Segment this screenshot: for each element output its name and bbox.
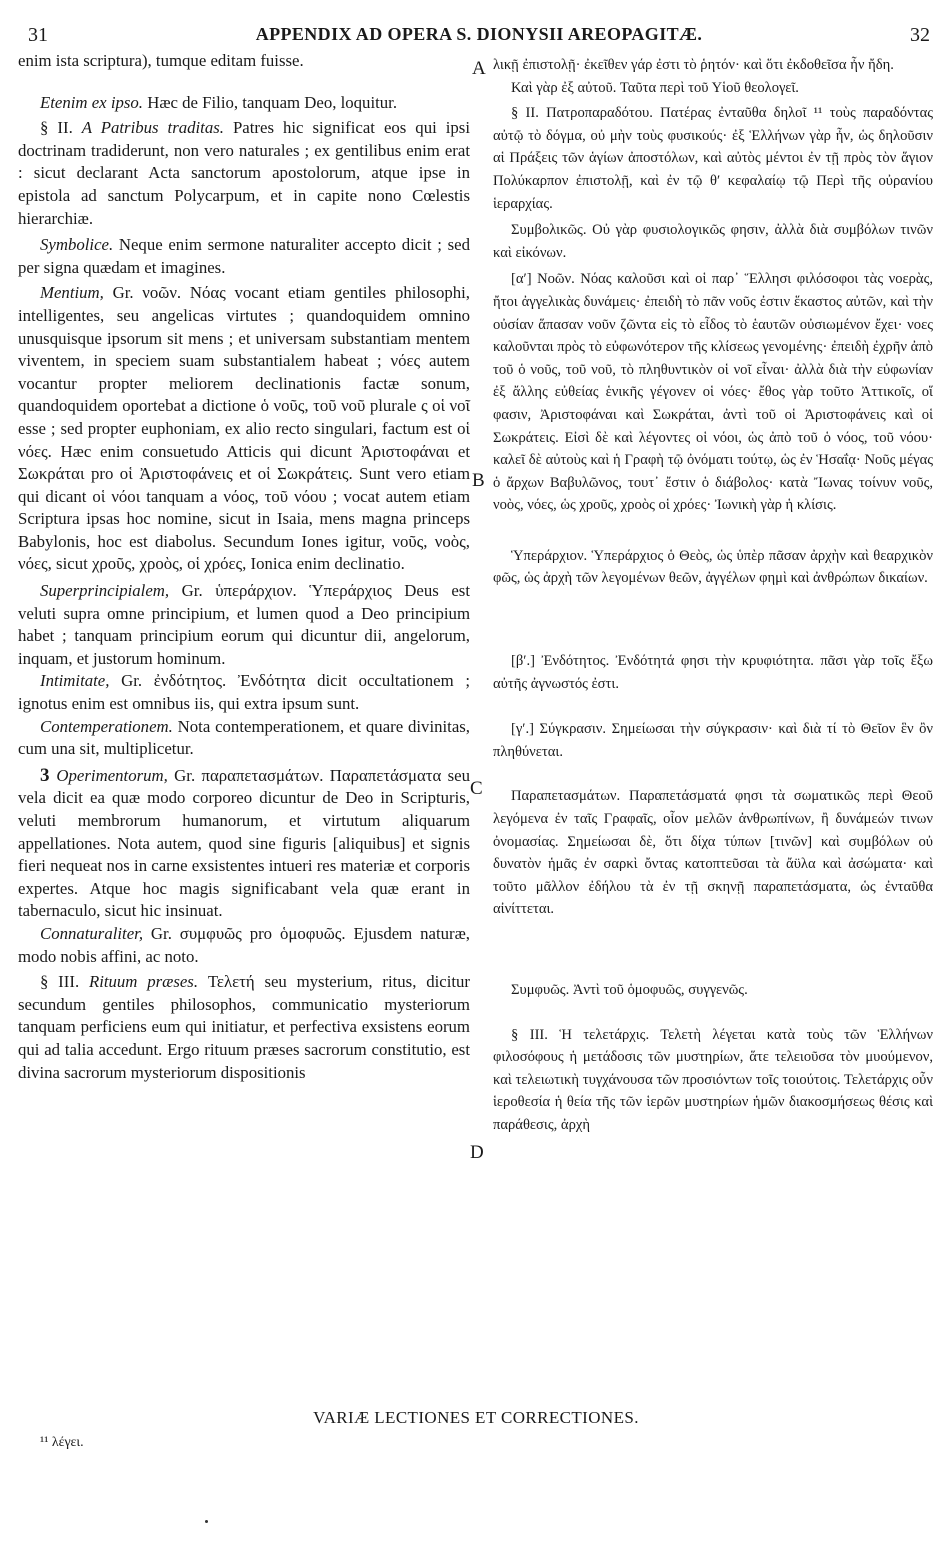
greek-text: [β′.] Ἐνδότητος. Ἐνδότητά φησι τὴν κρυφιότητα. πᾶσι γὰρ τοῖς ἔξω αὐτῆς ἀγνωστός ἐστι. — [493, 653, 933, 692]
margin-marker-d: D — [470, 1142, 484, 1163]
page-header — [28, 24, 930, 52]
greek-text: Ὑπεράρχιον. Ὑπεράρχιος ὁ Θεὸς, ὡς ὑπὲρ πᾶσαν ἀρχὴν καὶ θεαρχικὸν φῶς, ὡς ἀρχὴ τῶν λεγομένων θεῶν, ἀγγέλων φημὶ καὶ ἀνθρώπων δικαίων. — [493, 547, 933, 587]
greek-para-3 — [493, 102, 933, 215]
latin-para-11 — [18, 971, 470, 1084]
latin-lemma: Contemperationem. — [40, 716, 173, 736]
greek-text: [γ′.] Σύγκρασιν. Σημείωσαι τὴν σύγκρασιν· καὶ διὰ τί τὸ Θεῖον ἓν ὂν πληθύνεται. — [493, 721, 933, 760]
greek-para-9 — [493, 785, 933, 921]
greek-text: Παραπετασμάτων. Παραπετάσματά φησι τὰ σωματικῶς περὶ Θεοῦ λεγόμενα ἐν ταῖς Γραφαῖς, οἷον μελῶν ἀνθρωπίνων, ἢ δυνάμεών τινων ὀνομασίας. Σημείωσαι δὲ, ὅτι δίχα τύπων [τινῶν] καὶ συμβόλων οὐ δυνατὸν ἡμᾶς ἐν σαρκὶ ὄντας κατοπτεῦσαι τὰ ἄϋλα καὶ ἀσώματα· καὶ τοῦτο μᾶλλον ἐδήλου τὰ ἐν τῇ σκηνῇ παραπετάσματα, ὡς ἐνταῦθα αἰνίττεται. — [493, 788, 933, 918]
latin-text: Nota contemperationem, et quare divinitas, cum una sit, multiplicetur. — [18, 716, 470, 759]
latin-text: Gr. ὑπεράρχιον. Ὑπεράρχιος Deus est veluti supra omne principium, et lumen quod a Deo principium habet ; tanquam principium eorum qui dicuntur dii, angelorum, inquam, et justorum hominum. — [18, 581, 470, 668]
greek-para-10 — [493, 979, 933, 1002]
greek-text: λικῇ ἐπιστολῇ· ἐκεῖθεν γάρ ἐστι τὸ ῥητόν· καὶ ὅτι ἐκδοθεῖσα ἦν ἤδη. — [493, 57, 894, 73]
latin-text: Patres hic significat eos qui ipsi doctrinam tradiderunt, non vero naturales ; ex gentilibus enim erat : sicut declarant Acta sanctorum apostolorum, atque ipse in epistola ad sanctum Polycarpum, et in capite nono Cœlestis hierarchiæ. — [18, 118, 471, 228]
latin-lemma: Intimitate, — [40, 671, 110, 691]
section-mark: § II. — [40, 118, 82, 138]
greek-text: Συμβολικῶς. Οὐ γὰρ φυσιολογικῶς φησιν, ἀλλὰ διὰ συμβόλων τινῶν καὶ εἰκόνων. — [493, 222, 933, 261]
latin-lemma: Superprincipialem, — [40, 581, 170, 601]
greek-text: § III. Ἡ τελετάρχις. Τελετὴ λέγεται κατὰ τοὺς τῶν Ἑλλήνων φιλοσόφους ἡ μετάδοσις τῶν μυστηρίων, ἅτε τελειοῦσα τὸν μυούμενον, καὶ τελειωτικὴ τυγχάνουσα τῶν προσιόντων τοῖς τοιούτοις. Τελετάρχις οὖν ἱεροθεσία ἡ θεία τῆς τῶν ἱερῶν μυστηρίων ἡμῶν διακοσμήσεως θέσις καὶ παράθεσις, ἀρχὴ — [493, 1026, 933, 1133]
footnote: ¹¹ λέγει. — [40, 1435, 84, 1450]
greek-para-7 — [493, 650, 933, 695]
latin-text: Gr. συμφυῶς pro ὁμοφυῶς. Ejusdem naturæ, modo nobis affini, ac noto. — [18, 923, 470, 966]
latin-para-6 — [18, 580, 470, 670]
latin-para-3 — [18, 117, 470, 230]
ink-speck — [205, 1520, 208, 1523]
greek-para-6 — [493, 545, 933, 590]
latin-lemma: Connaturaliter, — [40, 923, 144, 943]
latin-para-7 — [18, 670, 470, 715]
left-page-number: 31 — [28, 24, 48, 46]
greek-para-4 — [493, 219, 933, 264]
latin-lemma: Rituum præses. — [88, 972, 199, 992]
latin-text: Gr. παραπετασμάτων. Παραπετάσματα seu vela dicit ea quæ modo corporeo dicuntur de Deo in Scripturis, veluti membrorum humanorum, et virtutum aliquarum appellationes. Nota autem, quod sine figuris [aliquibus] et signis fieri nequeat nos in carne exsistentes intueri res materiæ et corporis expertes. Atque hoc magis significabant vela quæ erant in tabernaculo, sicut hic insinuat. — [18, 765, 471, 921]
greek-text: § II. Πατροπαραδότου. Πατέρας ἐνταῦθα δηλοῖ ¹¹ τοὺς παραδόντας αὐτῷ τὸ δόγμα, οὐ μὴν τοὺς φυσικούς· ἐξ Ἑλλήνων γὰρ ἦν, ὡς δηλοῦσιν αἱ Πράξεις τῶν ἁγίων ἀποστόλων, καὶ αὐτὸς μέντοι ἐν τῇ πρὸς τὸν ἅγιον Πολύκαρπον ἐπιστολῇ, καὶ ἐν τῷ θ′ κεφαλαίῳ τῷ Περὶ τῆς οὐρανίου ἱεραρχίας. — [493, 105, 933, 212]
latin-text: Τελετή seu mysterium, ritus, dicitur secundum gentiles philosophos, communicatio mysteriorum tanquam perficiens eum qui initiatur, et perfectiva exsistens eorum qui ad talia accedunt. Ergo rituum præses sacrorum constitutio, est divina sacrorum mysteriorum dispositionis — [18, 972, 470, 1082]
greek-para-5 — [493, 268, 933, 517]
latin-text: enim ista scriptura), tumque editam fuisse. — [18, 51, 304, 70]
chapter-number: 3 — [40, 764, 57, 786]
latin-column — [18, 50, 470, 1084]
margin-marker-c: C — [470, 778, 483, 799]
greek-text: [α′] Νοῶν. Νόας καλοῦσι καὶ οἱ παρ᾽ Ἕλλησι φιλόσοφοι τὰς νοερὰς, ἤτοι ἀγγελικὰς δυνάμεις· ἐπειδὴ τὸ πᾶν νοῦς ἐστιν ἕκαστος αὐτῶν, καὶ τὴν οὐσίαν ἅπασαν νοῦν ζῶντα εἰς τὸ εἶδος τὸ ἑαυτῶν οὐσιωμένον ἔχει· νοες καλοῦνται πρὸς τὸ εὐφωνότερον τῆς κλίσεως γενομένης· ἐπειδὴ ἐχρῆν ἀπὸ τοῦ ὁ νοῦς, τοῦ νοῦ, τὸ πληθυντικὸν οἱ νοῖ εἶναι· ἀλλὰ διὰ τὴν εὐφωνίαν ἐξ ἄλλης εὐθείας ἑνικῆς γέγονεν οἱ νόες· ἔθος γὰρ τοῦτο Ἀττικοῖς, οἵ φασιν, Ἀριστοφάναι καὶ Σωκράται, ἀντὶ τοῦ οἱ Ἀριστοφάνεις καὶ οἱ Σωκράτεις. Εἰσὶ δὲ καὶ λέγοντες οἱ νόοι, ὡς ἀπὸ τοῦ ὁ νόος, τοῦ νόου· καλεῖ δὲ αὐτοὺς καὶ ἡ Γραφὴ τῷ ὀνόματι τούτῳ, ὡς ἐν Ἡσαΐᾳ· Νοῦς μέγας ὁ ἄρχων Βαβυλῶνος, τουτ᾽ ἔστιν ὁ διάβολος· κατὰ Ἴωνας τοίνυν νοῦς, νοὸς, νόες, ὡς χροῦς, χροὸς οἱ χρόες· Ἰωνικὴ γὰρ ἡ κλίσις. — [493, 271, 933, 514]
margin-marker-a: A — [472, 58, 486, 79]
latin-text: Gr. ἐνδότητος. Ἐνδότητα dicit occultationem ; ignotus enim est omnibus iis, qui extra ipsum sunt. — [18, 671, 470, 714]
greek-text: Καὶ γὰρ ἐξ αὐτοῦ. Ταῦτα περὶ τοῦ Υἱοῦ θεολογεῖ. — [511, 79, 799, 96]
latin-para-5 — [18, 282, 470, 576]
latin-para-2 — [18, 92, 470, 115]
margin-marker-b: B — [472, 470, 485, 491]
greek-para-2 — [493, 77, 933, 100]
latin-lemma: Etenim ex ipso. — [40, 92, 143, 112]
greek-para-1 — [493, 54, 933, 77]
latin-lemma: Operimentorum, — [56, 765, 168, 785]
right-page-number: 32 — [910, 24, 930, 46]
latin-para-10 — [18, 923, 470, 968]
latin-lemma: A Patribus traditas. — [81, 118, 224, 138]
latin-lemma: Symbolice. — [40, 235, 114, 255]
greek-para-11 — [493, 1024, 933, 1137]
greek-text: Συμφυῶς. Ἀντὶ τοῦ ὁμοφυῶς, συγγενῶς. — [511, 982, 748, 998]
latin-para-8 — [18, 716, 470, 761]
latin-text: Neque enim sermone naturaliter accepto dicit ; sed per signa quædam et imagines. — [18, 235, 470, 277]
latin-lemma: Mentium, — [40, 283, 104, 303]
latin-text: Hæc de Filio, tanquam Deo, loquitur. — [143, 92, 398, 112]
running-title: APPENDIX AD OPERA S. DIONYSII AREOPAGITÆ. — [255, 24, 703, 44]
greek-column — [493, 50, 933, 1137]
latin-para-1 — [18, 50, 470, 73]
variae-lectiones-heading: VARIÆ LECTIONES ET CORRECTIONES. — [313, 1408, 639, 1427]
section-mark: § III. — [40, 972, 89, 992]
latin-text: Gr. νοῶν. Νόας vocant etiam gentiles philosophi, intelligentes, seu angelicas virtutes ; quandoquidem omnino unusquisque ipsorum sit mens ; et universam substantiam mentem viventem, in speciem suam substantialem habeat ; νόες autem vocantur propter meliorem declinationis factæ sonum, quandoquidem oportebat a dictione ὁ νοῦς, τοῦ νοῦ plurale ς οἱ νοῖ esse ; sed propter euphoniam, ex alio recto singulari, factum est οἱ νόες. Hæc enim consuetudo Atticis qui dicunt Ἀριστοφάναι et Σωκράται pro οἱ Ἀριστοφάνεις et οἱ Σωκράτεις. Sunt vero etiam qui dicant οἱ νόοι tanquam a νόος, τοῦ νόου ; vocat autem etiam Scriptura ipsas hoc nomine, sicut in Isaia, mens magna princeps Babylonis, hoc est diabolus. Secundum Iones igitur, νοῦς, νοὸς, νόες, sicut χροῦς, χροὸς, οἱ χρόες, Ionica enim declinatio. — [18, 283, 470, 574]
latin-para-4 — [18, 234, 470, 279]
greek-para-8 — [493, 718, 933, 763]
latin-para-9 — [18, 765, 470, 923]
